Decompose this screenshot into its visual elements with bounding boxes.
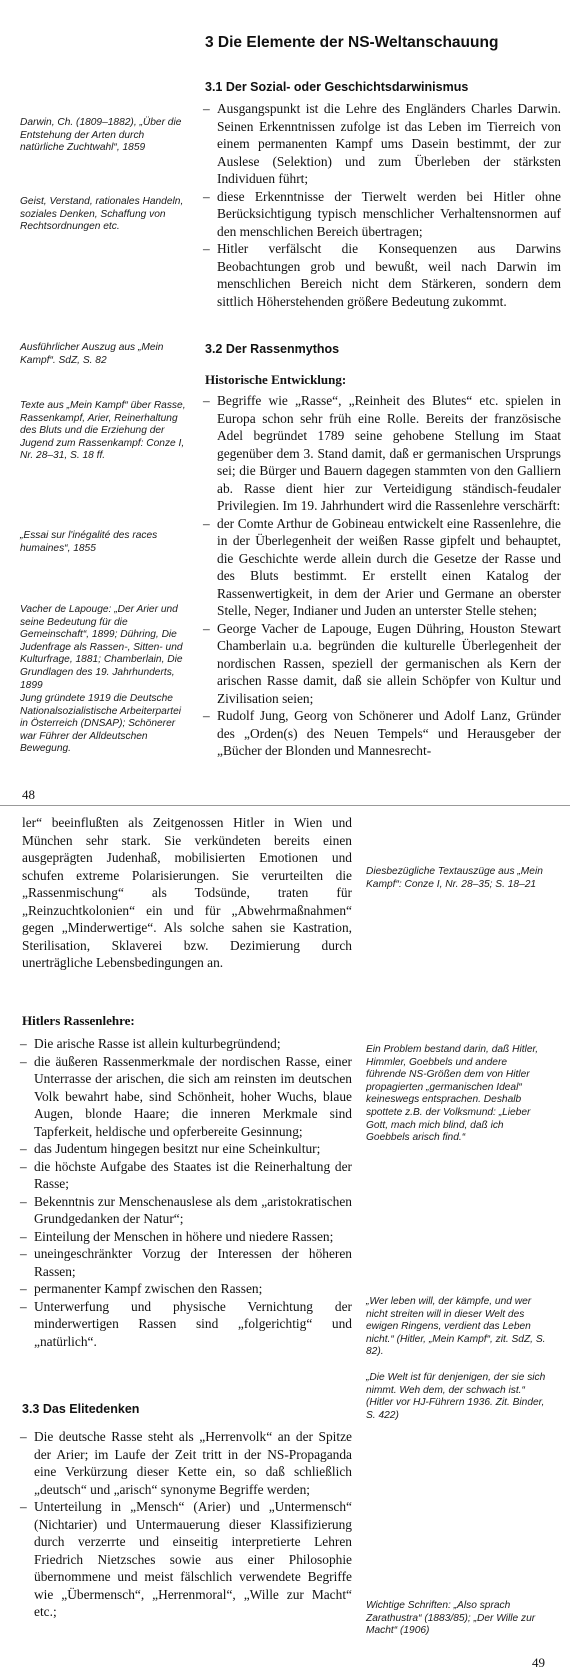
chapter-title: 3 Die Elemente der NS-Weltanschauung [205, 34, 499, 51]
margin-note-problem: Ein Problem bestand darin, daß Hitler, Himmler, Goebbels und andere führende NS-Größen dem von Hitler propagierten „germanischen Ideal“ keineswegs entsprachen. Deshalb spottete z.B. der Volksmund: „Lieber Gott, mach mich blind, daß ich Goebbels arisch find.“ [366, 1044, 539, 1144]
section-heading-3-2: 3.2 Der Rassenmythos [205, 342, 340, 356]
list-item: – diese Erkenntnisse der Tierwelt werden bei Hitler ohne Berücksichtigung typisch menschlicher Verhaltensnormen auf den menschlichen Bereich übertragen; [203, 188, 561, 241]
margin-note-lapouge: Vacher de Lapouge: „Der Arier und seine Bedeutung für die Gemeinschaft“, 1899; Dühring, Die Judenfrage als Rassen-, Sitten- und Kulturfrage, 1881; Chamberlain, Die Grundlagen des 19. Jahrhunderts, 1899 [20, 604, 183, 691]
margin-note-mein-kampf: Ausführlicher Auszug aus „Mein Kampf“. SdZ, S. 82 [20, 342, 164, 366]
margin-note-die-welt: „Die Welt ist für denjenigen, der sie sich nimmt. Weh dem, der schwach ist.“ (Hitler vor HJ-Führern 1936. Zit. Binder, S. 422) [366, 1372, 546, 1421]
list-item: – der Comte Arthur de Gobineau entwickelt eine Rassenlehre, die in der Überlegenheit der weißen Rasse gipfelt und behauptet, die Geschichte werde allein durch die Gesetze der Rasse und des Bluts bestimmt. Er erstellt einen Katalog der Rassenwertigkeit, in dem der Arier und Germane an oberster Stelle, Neger, Indianer und Juden an unterster Stelle stehen; [203, 515, 561, 620]
hitler-doctrine-list [20, 1035, 352, 1350]
margin-note-darwin: Darwin, Ch. (1809–1882), „Über die Entstehung der Arten durch natürliche Zuchtwahl“, 1859 [20, 117, 182, 154]
margin-note-texte: Texte aus „Mein Kampf“ über Rasse, Rassenkampf, Arier, Reinerhaltung des Bluts und die Erziehung der Jugend zum Rassenkampf: Conze I, Nr. 28–31, S. 18 ff. [20, 400, 186, 462]
list-item: – Bekenntnis zur Menschenauslese als dem „aristokratischen Grundgedanken der Natur“; [20, 1193, 352, 1228]
continuation-paragraph: ler“ beeinflußten als Zeitgenossen Hitler in Wien und München sehr stark. Sie verkündeten bereits einen ausgeprägten Judenhaß, mobilisierten Emotionen und schufen extreme Polarisierungen. Sie verurteilten die „Rassenmischung“ als Todsünde, traten für „Reinzuchtkolonien“ ein und für „Abwehrmaßnahmen“ gegen „Minderwertige“. Als solche sahen sie Kastration, Sterilisation, Sklaverei bzw. Dezimierung durch unerträgliche Lebensbedingungen an. [22, 815, 352, 970]
page-number-48: 48 [22, 787, 35, 802]
list-item: – das Judentum hingegen besitzt nur eine Scheinkultur; [20, 1140, 352, 1158]
margin-note-geist: Geist, Verstand, rationales Handeln, soziales Denken, Schaffung von Rechtsordnungen etc. [20, 196, 184, 233]
darwinism-list [203, 100, 561, 310]
list-item: – Hitler verfälscht die Konsequenzen aus Darwins Beobachtungen grob und bewußt, weil nach Darwin im menschlichen Bereich nicht dem Stärkeren, sondern dem sittlich Höherstehenden größere Bedeutung zukommt. [203, 240, 561, 310]
list-item: – Die arische Rasse ist allein kulturbegründend; [20, 1035, 352, 1053]
list-item: – Die deutsche Rasse steht als „Herrenvolk“ an der Spitze der Arier; im Laufe der Zeit tritt in der NS-Propaganda eine Verkürzung dieser Kette ein, so daß schließlich „deutsch“ und „arisch“ synonyme Begriffe werden; [20, 1428, 352, 1498]
list-item: – die äußeren Rassenmerkmale der nordischen Rasse, einer Unterrasse der arischen, die sich am reinsten im deutschen Volk bewahrt habe, sind Schönheit, hoher Wuchs, blaue Augen, blonde Haare; die inneren Merkmale sind Tapferkeit, heldische und opferbereite Gesinnung; [20, 1053, 352, 1141]
page-divider [0, 805, 570, 806]
racial-myth-list [203, 392, 561, 760]
subheading-hitlers-rassenlehre: Hitlers Rassenlehre: [22, 1013, 135, 1028]
section-heading-3-1: 3.1 Der Sozial- oder Geschichtsdarwinismus [205, 80, 469, 94]
list-item: – Unterteilung in „Mensch“ (Arier) und „Untermensch“ (Nichtarier) und Untermauerung dieser Klassifizierung durch verzerrte und einseitig interpretierte Lehren Friedrich Nietzsches sowie aus einer Philosophie übernommene und meist fälschlich verwendete Begriffe wie „Übermensch“, „Herrenmoral“, „Wille zur Macht“ etc.; [20, 1498, 352, 1621]
list-item: – Rudolf Jung, Georg von Schönerer und Adolf Lanz, Gründer des „Orden(s) des Neuen Tempels“ und Herausgeber der „Bücher der Blonden und Mannesrecht- [203, 707, 561, 760]
elite-thinking-list [20, 1428, 352, 1621]
margin-note-textauszuege: Diesbezügliche Textauszüge aus „Mein Kampf“: Conze I, Nr. 28–35; S. 18–21 [366, 866, 543, 890]
list-item: – Ausgangspunkt ist die Lehre des Engländers Charles Darwin. Seinen Erkenntnissen zufolge ist das Leben im Tierreich von einem permanenten Kampf ums Dasein bestimmt, der zur Auslese (Selektion) und zum Überleben der stärksten Individuen führt; [203, 100, 561, 188]
margin-note-jung: Jung gründete 1919 die Deutsche Nationalsozialistische Arbeiterpartei in Österreich (DNSAP); Schönerer war Führer der Alldeutschen Bewegung. [20, 693, 181, 755]
list-item: – permanenter Kampf zwischen den Rassen; [20, 1280, 352, 1298]
subheading-historische-entwicklung: Historische Entwicklung: [205, 372, 347, 387]
page-number-49: 49 [532, 1655, 545, 1670]
list-item: – Unterwerfung und physische Vernichtung der minderwertigen Rassen sind „folgerichtig“ und „natürlich“. [20, 1298, 352, 1351]
list-item: – George Vacher de Lapouge, Eugen Dühring, Houston Stewart Chamberlain u.a. begründen die kulturelle Überlegenheit der nordischen Rassen, speziell der germanischen als Kern der arischen Rasse damit, daß sie allein Schöpfer von Kultur und Zivilisation seien; [203, 620, 561, 708]
margin-note-wer-leben-will: „Wer leben will, der kämpfe, und wer nicht streiten will in dieser Welt des ewigen Ringens, verdient das Leben nicht.“ (Hitler, „Mein Kampf“, zit. SdZ, S. 82). [366, 1296, 546, 1358]
list-item: – uneingeschränkter Vorzug der Interessen der höheren Rassen; [20, 1245, 352, 1280]
list-item: – Einteilung der Menschen in höhere und niedere Rassen; [20, 1228, 352, 1246]
margin-note-essai: „Essai sur l'inégalité des races humaines“, 1855 [20, 530, 158, 554]
list-item: – die höchste Aufgabe des Staates ist die Reinerhaltung der Rasse; [20, 1158, 352, 1193]
section-heading-3-3: 3.3 Das Elitedenken [22, 1402, 140, 1416]
list-item: – Begriffe wie „Rasse“, „Reinheit des Blutes“ etc. spielen in Europa schon sehr früh eine Rolle. Bereits der französische Adel begründet 1789 seine gehobene Stellung im Staat gegenüber dem 3. Stand damit, daß er germanischen Ursprungs sei; die Bürger und Bauern dagegen stammten von den Galliern ab. Rasse dient hier zur Verteidigung ständisch-feudaler Privilegien. Im 19. Jahrhundert wird die Rassenlehre verschärft: [203, 392, 561, 515]
margin-note-schriften: Wichtige Schriften: „Also sprach Zarathustra“ (1883/85); „Der Wille zur Macht“ (1906) [366, 1600, 536, 1637]
